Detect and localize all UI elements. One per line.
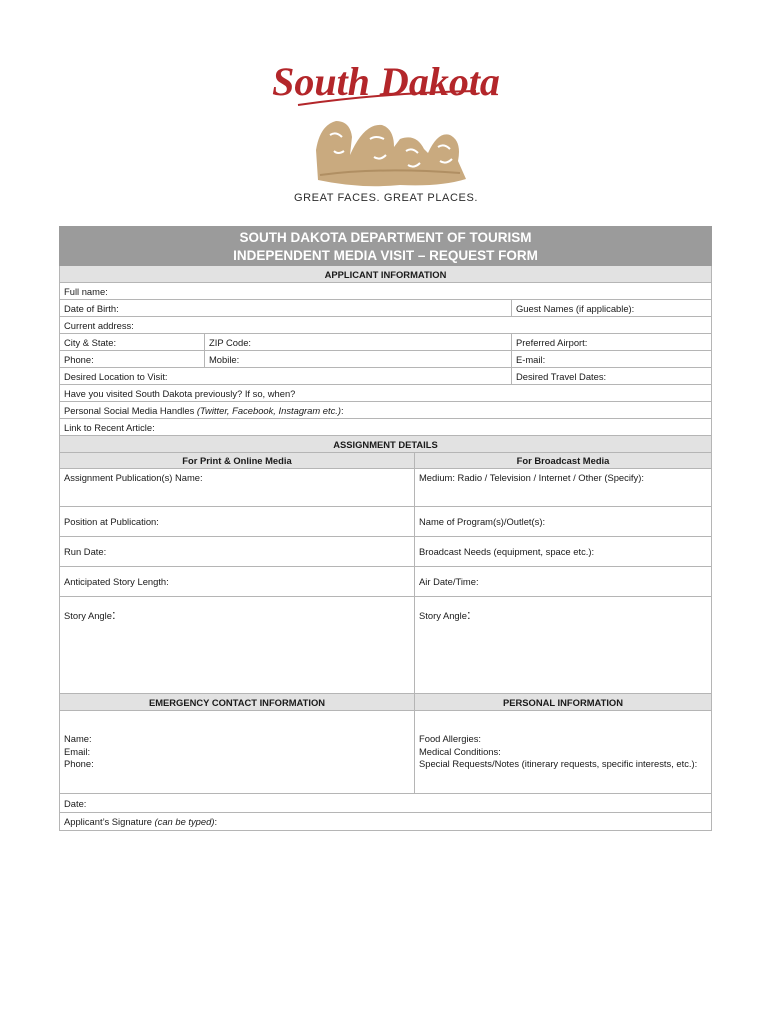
broadcast-media-header: For Broadcast Media [415,453,712,469]
personal-info-field[interactable] [415,711,712,794]
current-address-field[interactable]: Current address: [60,317,712,334]
emergency-contact-field[interactable] [60,711,415,794]
story-angle-broadcast-label: Story Angle [419,610,467,621]
print-media-header: For Print & Online Media [60,453,415,469]
signature-colon: : [214,816,218,827]
zip-code-field[interactable]: ZIP Code: [205,334,512,351]
social-media-colon: : [341,404,344,416]
date-of-birth-field[interactable]: Date of Birth: [60,300,512,317]
run-date-field[interactable]: Run Date: [60,537,415,567]
preferred-airport-field[interactable]: Preferred Airport: [512,334,712,351]
mount-rushmore-faces [316,121,466,186]
emergency-email-label: Email: [64,745,91,757]
publication-name-field[interactable]: Assignment Publication(s) Name: [60,469,415,507]
medium-field[interactable]: Medium: Radio / Television / Internet / Other (Specify): [415,469,712,507]
story-angle-print-field[interactable] [60,597,415,694]
guest-names-field[interactable]: Guest Names (if applicable): [512,300,712,317]
form-title [60,227,712,266]
email-field[interactable]: E-mail: [512,351,712,368]
phone-field[interactable]: Phone: [60,351,205,368]
emergency-name-label: Name: [64,733,92,745]
emergency-section-header: EMERGENCY CONTACT INFORMATION [60,694,415,711]
emergency-phone-label: Phone: [64,758,94,770]
visited-previously-field[interactable]: Have you visited South Dakota previously? If so, when? [60,385,712,402]
broadcast-needs-field[interactable]: Broadcast Needs (equipment, space etc.): [415,537,712,567]
date-field[interactable]: Date: [60,794,712,813]
mobile-field[interactable]: Mobile: [205,351,512,368]
desired-location-field[interactable]: Desired Location to Visit: [60,368,512,385]
position-field[interactable]: Position at Publication: [60,507,415,537]
media-request-form [59,226,712,831]
special-requests-label: Special Requests/Notes (itinerary requests, specific interests, etc.): [419,758,698,770]
signature-field[interactable] [60,813,712,831]
full-name-field[interactable]: Full name: [60,283,712,300]
story-length-field[interactable]: Anticipated Story Length: [60,567,415,597]
program-name-field[interactable]: Name of Program(s)/Outlet(s): [415,507,712,537]
signature-label: Applicant’s Signature [64,816,155,827]
social-media-label: Personal Social Media Handles [64,404,197,416]
form-title-line2: INDEPENDENT MEDIA VISIT – REQUEST FORM [233,248,538,263]
air-date-field[interactable]: Air Date/Time: [415,567,712,597]
food-allergies-label: Food Allergies: [419,733,482,745]
story-angle-print-label: Story Angle [64,610,112,621]
logo-wordmark: South Dakota [272,59,500,104]
social-media-field[interactable] [60,402,712,419]
city-state-field[interactable]: City & State: [60,334,205,351]
story-angle-broadcast-field[interactable] [415,597,712,694]
personal-section-header: PERSONAL INFORMATION [415,694,712,711]
logo-tagline: GREAT FACES. GREAT PLACES. [293,192,479,204]
social-media-examples: (Twitter, Facebook, Instagram etc.) [196,404,342,416]
assignment-section-header: ASSIGNMENT DETAILS [60,436,712,453]
story-angle-broadcast-colon: : [466,607,471,622]
applicant-section-header: APPLICANT INFORMATION [60,266,712,283]
desired-dates-field[interactable]: Desired Travel Dates: [512,368,712,385]
form-title-line1: SOUTH DAKOTA DEPARTMENT OF TOURISM [239,230,532,245]
recent-article-field[interactable]: Link to Recent Article: [60,419,712,436]
south-dakota-logo [272,55,500,205]
signature-note: (can be typed) [154,816,215,827]
medical-conditions-label: Medical Conditions: [419,745,501,757]
story-angle-print-colon: : [111,607,116,622]
